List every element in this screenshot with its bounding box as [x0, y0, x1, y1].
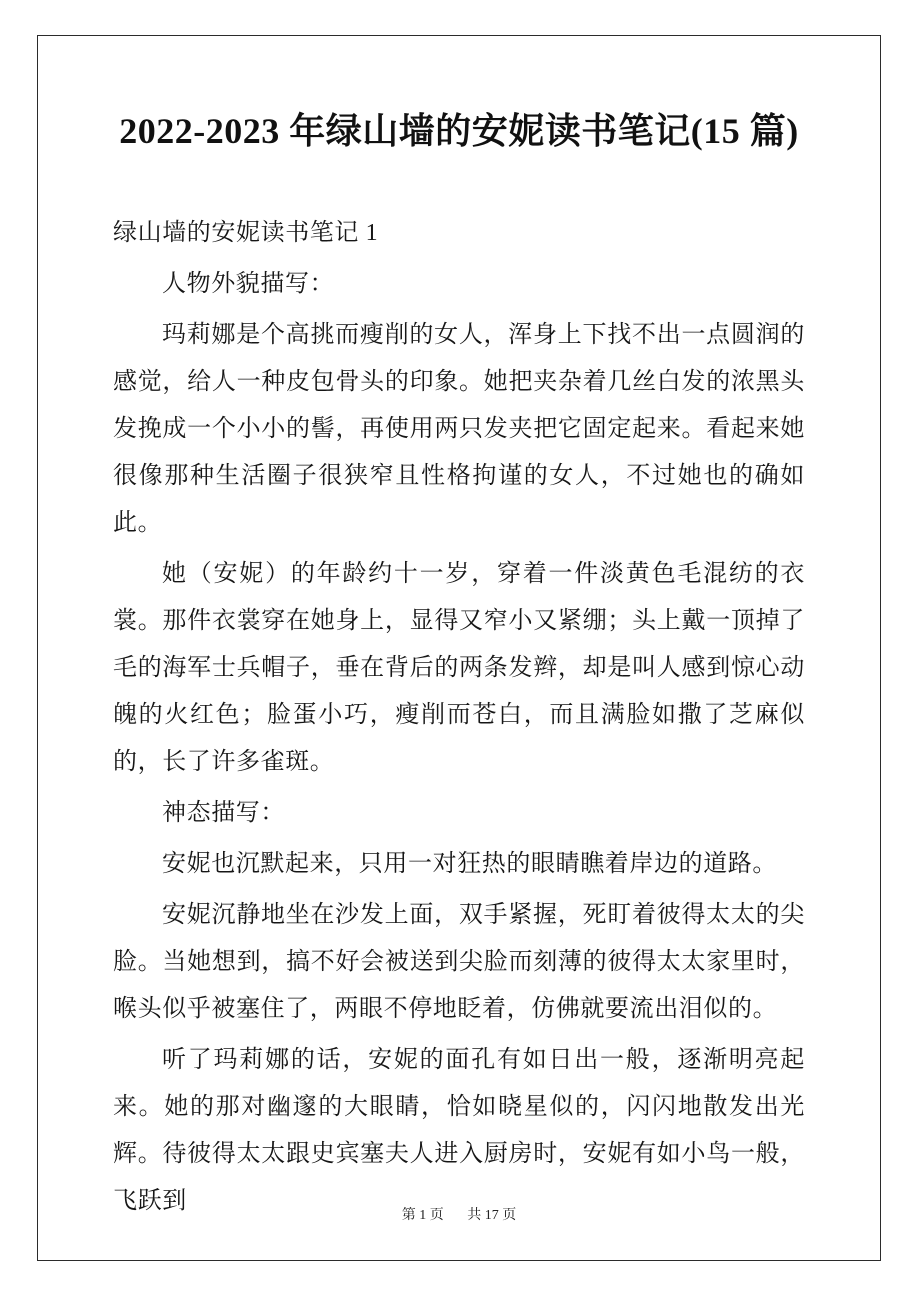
paragraph: 绿山墙的安妮读书笔记 1	[113, 220, 379, 246]
paragraph: 神态描写：	[162, 800, 285, 826]
paragraph: 安妮也沉默起来，只用一对狂热的眼睛瞧着岸边的道路。	[162, 851, 777, 877]
page-border-frame	[37, 35, 881, 1261]
paragraph: 人物外貌描写：	[162, 271, 335, 297]
document-body	[113, 210, 805, 1225]
document-title: 2022-2023 年绿山墙的安妮读书笔记(15 篇)	[119, 111, 799, 151]
paragraph: 玛莉娜是个高挑而瘦削的女人，浑身上下找不出一点圆润的感觉，给人一种皮包骨头的印象。她把夹杂着几丝白发的浓黑头发挽成一个小小的髻，再使用两只发夹把它固定起来。看起来她很像那种生活圈子很狭窄且性格拘谨的女人，不过她也的确如此。	[113, 322, 805, 536]
page-footer	[38, 1208, 880, 1224]
page-total-label: 共 17 页	[467, 1208, 517, 1223]
paragraph: 安妮沉静地坐在沙发上面，双手紧握，死盯着彼得太太的尖脸。当她想到，搞不好会被送到尖脸而刻薄的彼得太太家里时，喉头似乎被塞住了，两眼不停地眨着，仿佛就要流出泪似的。	[113, 902, 805, 1022]
page-number-label: 第 1 页	[401, 1208, 444, 1223]
paragraph: 她（安妮）的年龄约十一岁，穿着一件淡黄色毛混纺的衣裳。那件衣裳穿在她身上，显得又窄小又紧绷；头上戴一顶掉了毛的海军士兵帽子，垂在背后的两条发辫，却是叫人感到惊心动魄的火红色；脸蛋小巧，瘦削而苍白，而且满脸如撒了芝麻似的，长了许多雀斑。	[113, 561, 805, 775]
paragraph: 听了玛莉娜的话，安妮的面孔有如日出一般，逐渐明亮起来。她的那对幽邃的大眼睛，恰如晓星似的，闪闪地散发出光辉。待彼得太太跟史宾塞夫人进入厨房时，安妮有如小鸟一般，飞跃到	[113, 1047, 805, 1214]
